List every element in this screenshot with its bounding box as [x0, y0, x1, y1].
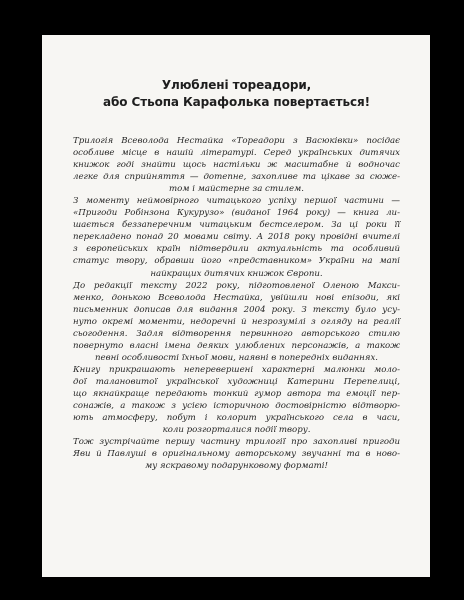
text-line: сьогодення. Задля відтворення первинного авторського стилю: [73, 328, 400, 339]
text-line: Книгу прикрашають неперевершені характерні малюнки моло-: [73, 364, 400, 375]
text-line: Трилогія Всеволода Нестайка «Тореадори з Васюківки» посідає: [73, 136, 400, 146]
text-line: легке для сприйняття — дотепне, захопливе та цікаве за сюже-: [73, 172, 400, 183]
text-line: «Пригоди Робінзона Кукурузо» (виданої 1964 року) — книга ли-: [73, 208, 400, 219]
text-line: книжок годі знайти щось настільки ж масштабне й водночас: [73, 160, 400, 171]
book-page: [42, 35, 430, 577]
text-line: дої талановитої української художниці Катерини Перепелиці,: [73, 376, 400, 387]
title-line-2: або Стьопа Карафолька повертається!: [103, 95, 370, 109]
text-line: коли розгорталися події твору.: [162, 425, 311, 436]
text-line: менко, донькою Всеволода Нестайка, увійшли нові епізоди, які: [73, 292, 400, 303]
text-line: З моменту неймовірного читацького успіху першої частини —: [73, 196, 400, 207]
title-line-1: Улюблені тореадори,: [161, 78, 312, 92]
text-line: статус твору, обравши його «представником» України на мапі: [73, 256, 400, 267]
text-line: з європейських країн підтвердили актуальність та особливий: [73, 244, 400, 255]
text-line: том і майстерне за стилем.: [169, 184, 304, 195]
text-line: шається беззаперечним читацьким бестселером. За ці роки її: [73, 220, 400, 231]
text-line: До редакції тексту 2022 року, підготовленої Оленою Макси-: [73, 280, 400, 291]
text-line: сонажів, а також з усією історичною достовірністю відтворю-: [73, 401, 400, 412]
text-line: особливе місце в нашій літературі. Серед українських дитячих: [73, 148, 400, 159]
body-text: [73, 135, 400, 472]
text-line: певні особливості їхньої мови, наявні в попередніх виданнях.: [94, 352, 379, 363]
text-line: ють атмосферу, побут і колорит українського села в часи,: [73, 413, 400, 424]
text-line: Тож зустрічайте першу частину трилогії про захопливі пригоди: [73, 437, 400, 448]
text-line: му яскравому подарунковому форматі!: [145, 461, 328, 472]
text-line: що якнайкраще передають тонкий гумор автора та емоції пер-: [73, 388, 400, 399]
text-line: повернуто власні імена деяких улюблених персонажів, а також: [73, 340, 400, 351]
text-line: письменник дописав для видання 2004 року. З тексту було усу-: [73, 304, 400, 315]
text-line: перекладено понад 20 мовами світу. А 2018 року провідні вчителі: [73, 232, 400, 243]
text-line: найкращих дитячих книжок Європи.: [150, 268, 323, 279]
text-line: Яви й Павлуші в оригінальному авторському звучанні та в ново-: [73, 449, 400, 460]
page-title: [73, 77, 400, 111]
text-line: нуто окремі моменти, недоречні й незрозумілі з огляду на реалії: [73, 316, 400, 327]
